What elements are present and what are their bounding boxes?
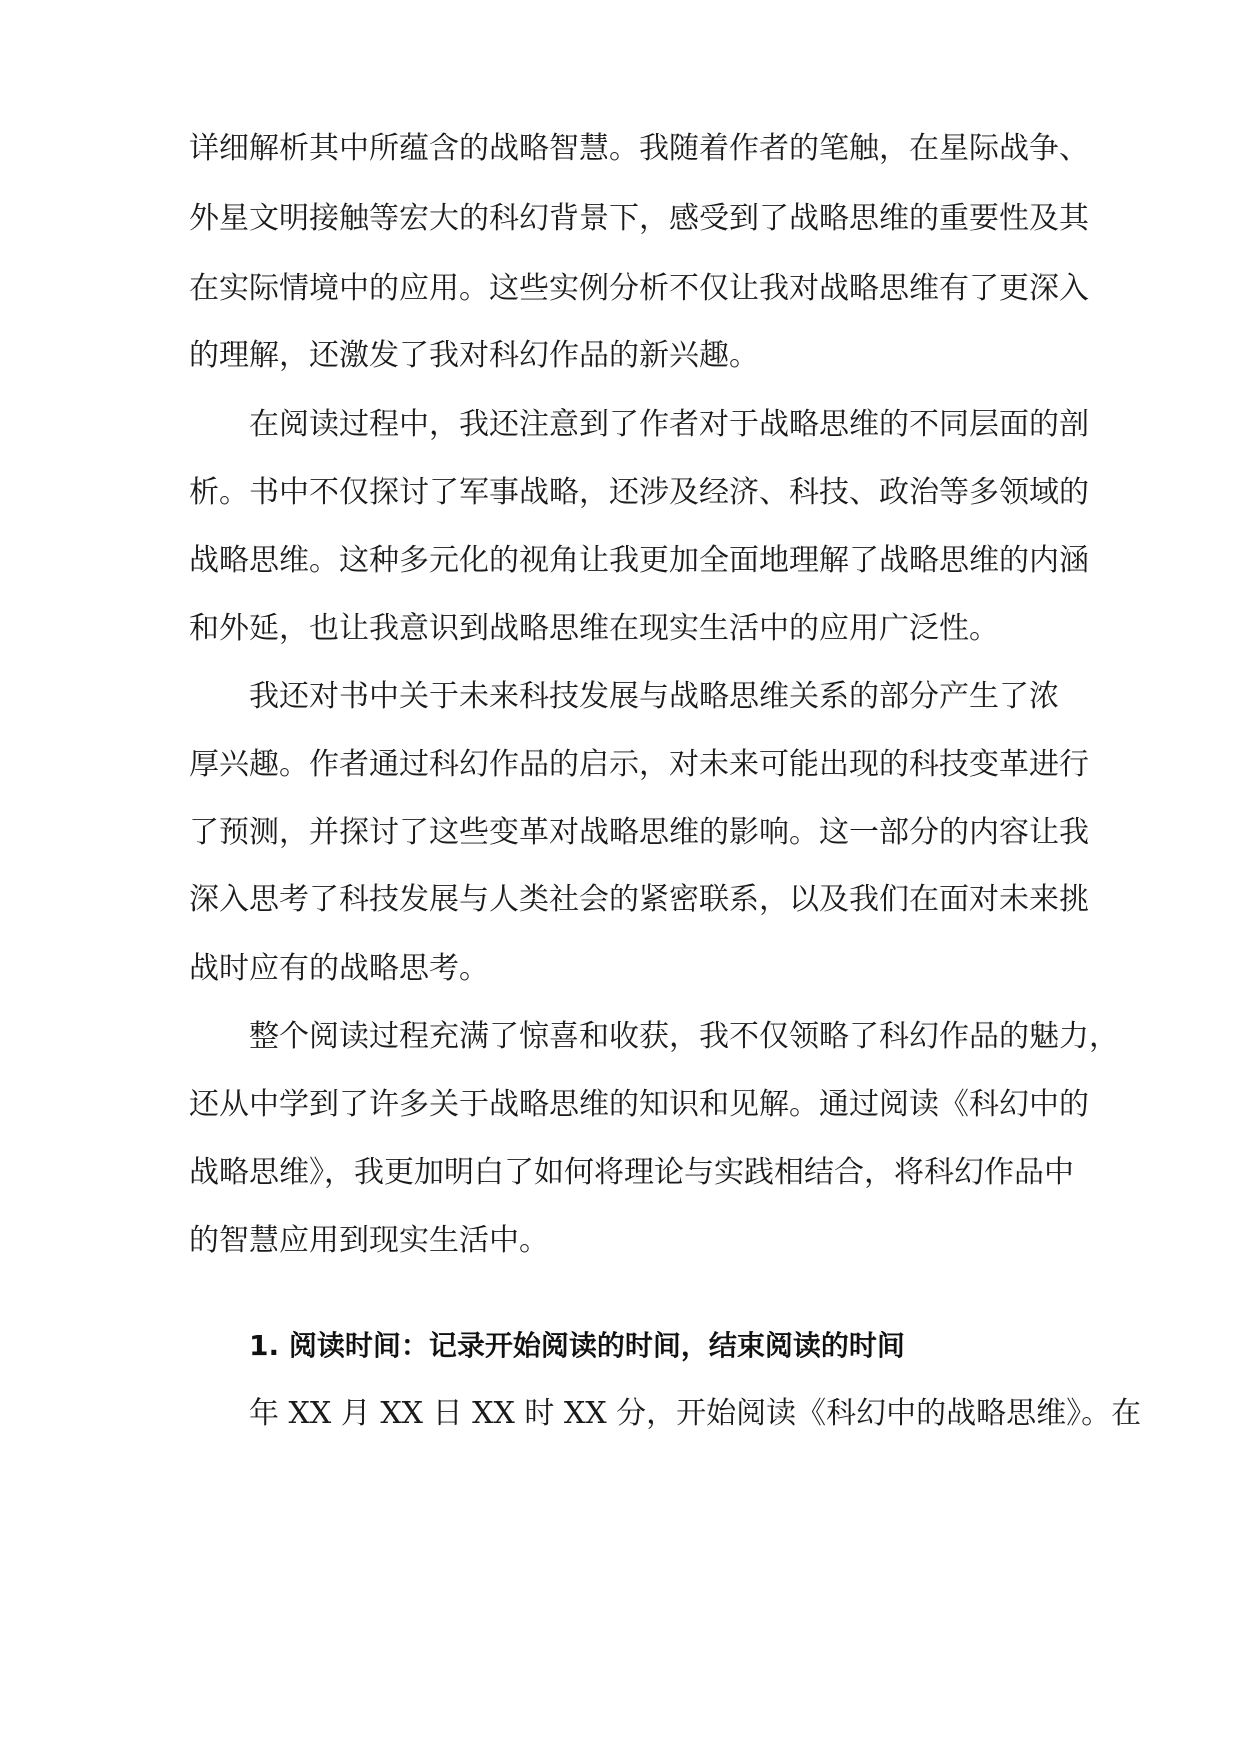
paragraph-2-line-2: 析。书中不仅探讨了军事战略，还涉及经济、科技、政治等多领域的 bbox=[189, 475, 1089, 510]
reading-time-line: 年 XX 月 XX 日 XX 时 XX 分，开始阅读《科幻中的战略思维》。在 bbox=[249, 1396, 1142, 1431]
paragraph-3-line-2: 厚兴趣。作者通过科幻作品的启示，对未来可能出现的科技变革进行 bbox=[189, 747, 1089, 782]
paragraph-3-line-1: 我还对书中关于未来科技发展与战略思维关系的部分产生了浓 bbox=[249, 679, 1059, 714]
paragraph-1-line-3: 在实际情境中的应用。这些实例分析不仅让我对战略思维有了更深入 bbox=[189, 271, 1089, 306]
paragraph-3-line-3: 了预测，并探讨了这些变革对战略思维的影响。这一部分的内容让我 bbox=[189, 815, 1089, 850]
paragraph-2-line-1: 在阅读过程中，我还注意到了作者对于战略思维的不同层面的剖 bbox=[249, 407, 1089, 442]
paragraph-4-line-3: 战略思维》，我更加明白了如何将理论与实践相结合，将科幻作品中 bbox=[189, 1155, 1074, 1190]
paragraph-1-line-1: 详细解析其中所蕴含的战略智慧。我随着作者的笔触，在星际战争、 bbox=[189, 131, 1089, 166]
paragraph-4-line-2: 还从中学到了许多关于战略思维的知识和见解。通过阅读《科幻中的 bbox=[189, 1087, 1089, 1122]
paragraph-2-line-3: 战略思维。这种多元化的视角让我更加全面地理解了战略思维的内涵 bbox=[189, 543, 1089, 578]
paragraph-3-line-4: 深入思考了科技发展与人类社会的紧密联系，以及我们在面对未来挑 bbox=[189, 882, 1089, 917]
section-heading: 1. 阅读时间：记录开始阅读的时间，结束阅读的时间 bbox=[249, 1329, 905, 1362]
paragraph-1-line-4: 的理解，还激发了我对科幻作品的新兴趣。 bbox=[189, 338, 759, 373]
paragraph-4-line-4: 的智慧应用到现实生活中。 bbox=[189, 1223, 549, 1258]
paragraph-4-line-1: 整个阅读过程充满了惊喜和收获，我不仅领略了科幻作品的魅力， bbox=[249, 1019, 1119, 1054]
paragraph-2-line-4: 和外延，也让我意识到战略思维在现实生活中的应用广泛性。 bbox=[189, 611, 999, 646]
paragraph-1-line-2: 外星文明接触等宏大的科幻背景下，感受到了战略思维的重要性及其 bbox=[189, 201, 1089, 236]
paragraph-3-line-5: 战时应有的战略思考。 bbox=[189, 951, 489, 986]
